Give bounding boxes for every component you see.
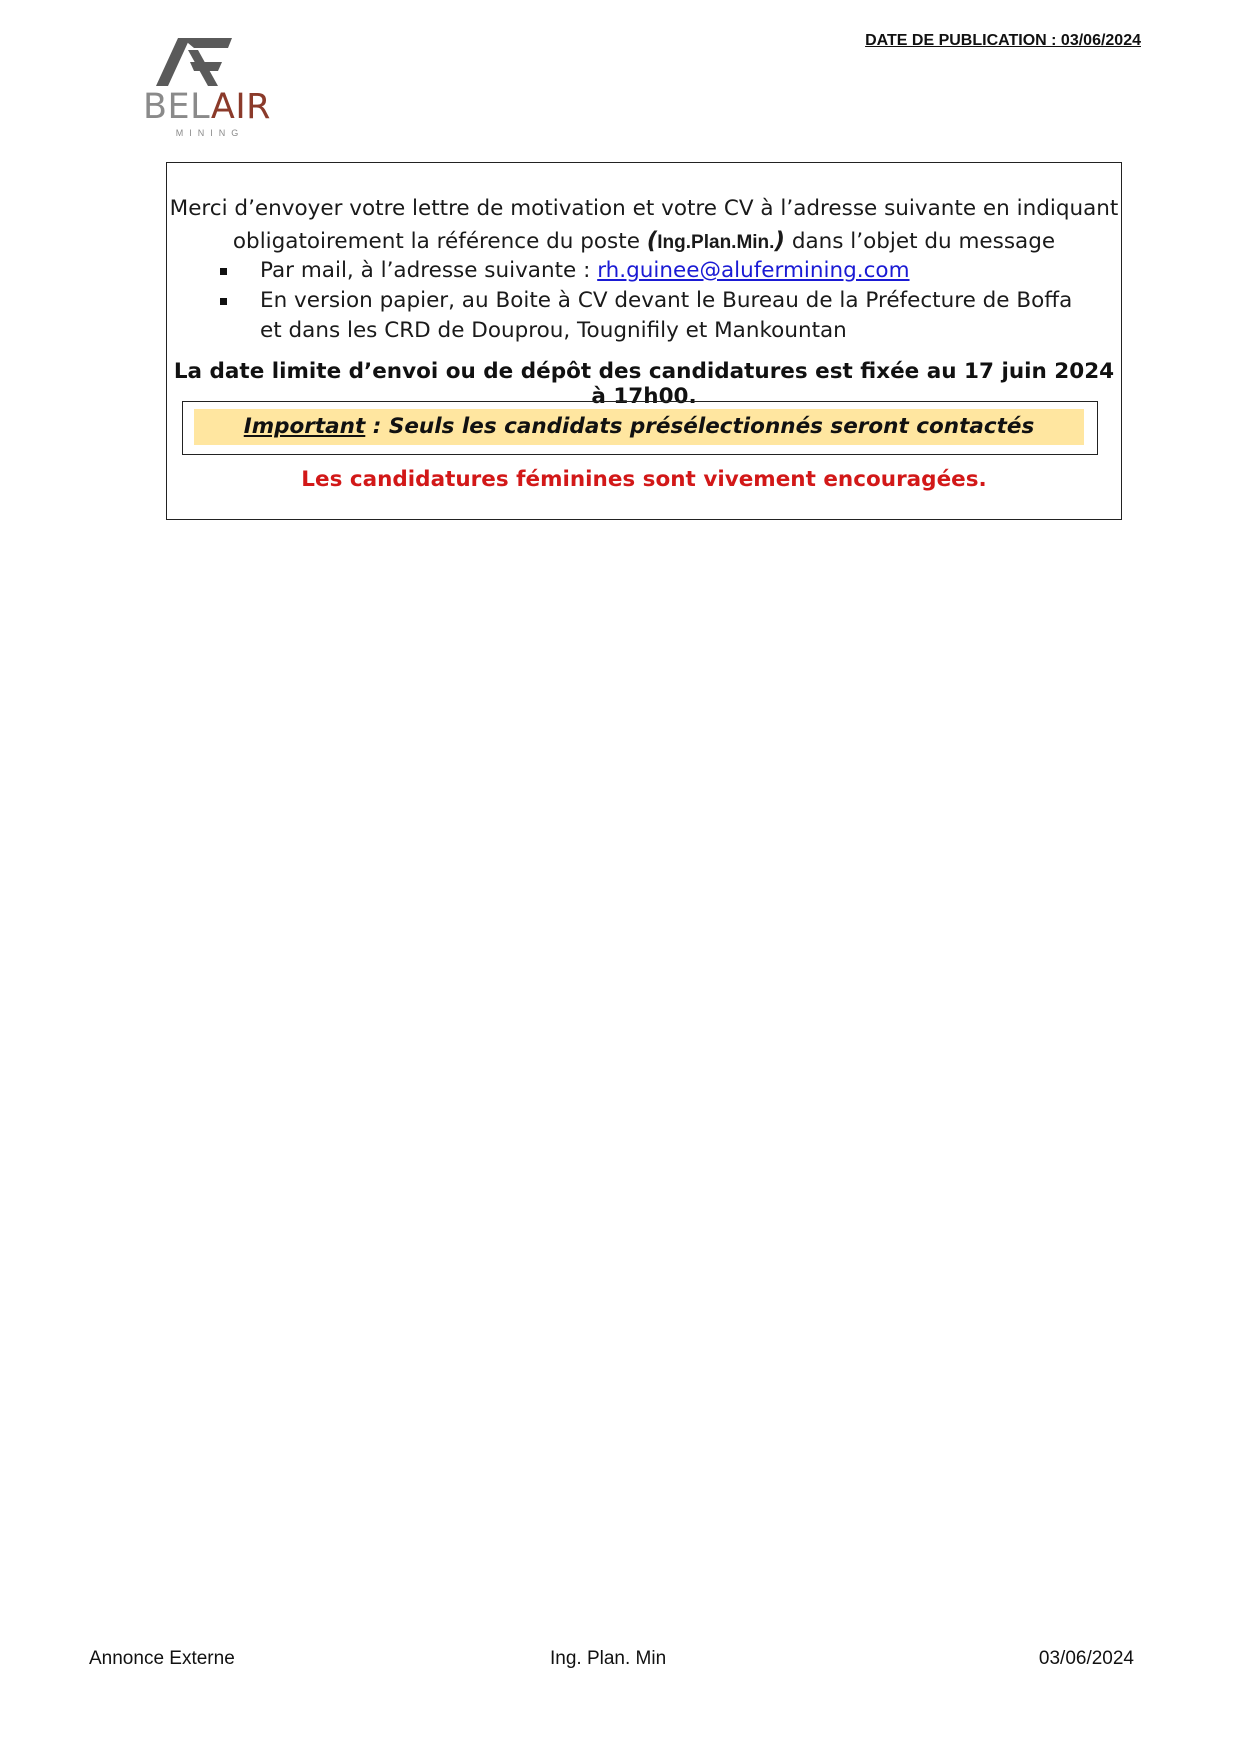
application-methods	[220, 256, 1100, 346]
company-logo	[142, 36, 272, 141]
bullet-square-icon	[220, 298, 227, 305]
email-link[interactable]: rh.guinee@alufermining.com	[597, 258, 910, 283]
list-item: Par mail, à l’adresse suivante : rh.guinee@alufermining.com	[220, 256, 1100, 286]
logo-wordmark: BELAIR	[142, 87, 272, 127]
women-encouraged-note: Les candidatures féminines sont vivement encouragées.	[301, 467, 987, 492]
logo-mark-icon	[142, 36, 272, 88]
footer-center: Ing. Plan. Min	[550, 1648, 667, 1669]
important-notice-box	[182, 401, 1098, 455]
list-item: En version papier, au Boite à CV devant le Bureau de la Préfecture de Boffa et dans les CRD de Douprou, Tougnifily et Mankountan	[220, 286, 1100, 346]
job-reference: Ing.Plan.Min.	[657, 232, 775, 253]
application-intro: Merci d’envoyer votre lettre de motivation et votre CV à l’adresse suivante en indiquant obligatoirement la référence du poste (Ing.Plan.Min.) dans l’objet du message	[169, 196, 1119, 254]
publication-date: DATE DE PUBLICATION : 03/06/2024	[865, 32, 1141, 49]
footer-right: 03/06/2024	[1038, 1648, 1134, 1669]
application-box	[166, 162, 1122, 520]
bullet-square-icon	[220, 268, 227, 275]
footer-left: Annonce Externe	[89, 1648, 235, 1669]
logo-subtitle: MINING	[175, 128, 245, 138]
important-notice: Important : Seuls les candidats présélectionnés seront contactés	[194, 409, 1084, 445]
deadline-text: La date limite d’envoi ou de dépôt des candidatures est fixée au 17 juin 2024 à 17h00.	[173, 359, 1115, 409]
